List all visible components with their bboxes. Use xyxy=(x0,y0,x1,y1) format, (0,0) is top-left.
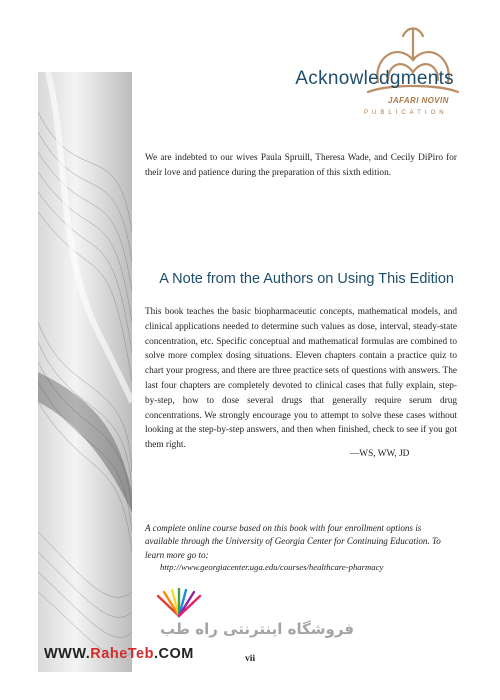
site-watermark xyxy=(44,646,194,662)
online-course-text: A complete online course based on this book with four enrollment options is available through the University of Georgia Center for Continuing Education. To learn more go to: xyxy=(145,523,441,560)
site-prefix: WWW. xyxy=(44,646,91,662)
store-watermark-text: فروشگاه اینترنتی راه طب xyxy=(160,620,355,638)
decorative-side-art xyxy=(38,72,132,672)
course-url-link[interactable]: http://www.georgiacenter.uga.edu/courses/healthcare-pharmacy xyxy=(160,562,384,572)
authors-signature: —WS, WW, JD xyxy=(350,449,410,459)
open-book-logo-icon xyxy=(150,588,208,618)
acknowledgment-paragraph: We are indebted to our wives Paula Spruill, Theresa Wade, and Cecily DiPiro for their love and patience during the preparation of this sixth edition. xyxy=(145,153,457,178)
page-number: vii xyxy=(245,653,256,664)
note-heading: A Note from the Authors on Using This Edition xyxy=(159,271,454,287)
site-suffix: .COM xyxy=(153,646,194,662)
note-paragraph: This book teaches the basic biopharmaceutic concepts, mathematical models, and clinical applications needed to determine such values as dose, interval, steady-state concentration, etc. Specific conceptual and mathematical formulas are combined to solve more complex dosing situations. Eleven chapters contain a practice quiz to chart your progress, and there are three practice sets of questions with answers. The last four chapters are completely devoted to clinical cases that fully explain, step-by-step, how to dose several drugs that generally require serum drug concentrations. We strongly encourage you to attempt to solve these cases without looking at the step-by-step answers, and then when finished, check to see if you got them right. xyxy=(145,307,457,451)
site-brand: RaheTeb xyxy=(90,646,154,662)
publisher-subtitle: PUBLICATION xyxy=(364,110,448,116)
publisher-name: JAFARI NOVIN xyxy=(388,96,449,105)
page-title: Acknowledgments xyxy=(295,68,454,89)
